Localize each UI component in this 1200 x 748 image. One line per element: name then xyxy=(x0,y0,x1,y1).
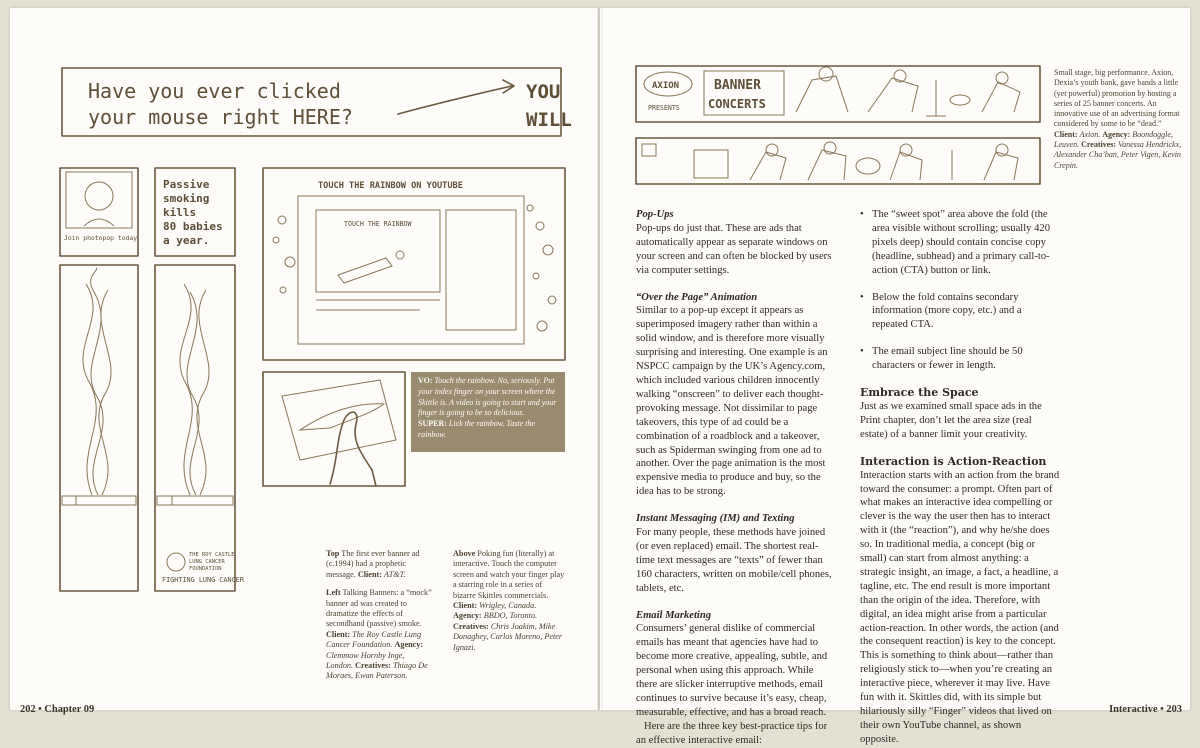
axion-logo-text: AXION xyxy=(652,81,680,91)
caption-left-label: Left xyxy=(326,588,341,598)
folio-left: 202 • Chapter 09 xyxy=(20,704,95,715)
caption-above-text: Poking fun (literally) at interactive. Touch the computer screen and watch your finger play a starring role in a series of bizarre Skittles commercials. xyxy=(453,549,565,600)
banner-concerts-sketches xyxy=(600,0,1060,210)
heading-email-marketing: Email Marketing xyxy=(636,609,712,621)
caption-right-client: Axion. xyxy=(1079,129,1101,139)
email-tip-item: • The email subject line should be 50 characters or fewer in length. xyxy=(860,345,1060,373)
join-photopop-label: Join photopop today xyxy=(64,234,138,242)
smoking-line-2: smoking xyxy=(163,192,210,205)
roy-castle-line-2: LUNG CANCER xyxy=(189,559,225,565)
email-tip-item: • The “sweet spot” area above the fold (the area visible without scrolling; usually 420 pixels deep) should contain concise copy (headline, subhead) and a primary call-to-action (CTA) button or link. xyxy=(860,208,1060,278)
band-figure-2 xyxy=(868,78,918,112)
banner-line-1: Have you ever clicked xyxy=(88,79,341,103)
folio-right: Interactive • 203 xyxy=(1109,704,1182,715)
roy-castle-line-1: THE ROY CASTLE xyxy=(189,552,235,558)
caption-right-text: Small stage, big performance. Axion, Dexia’s youth bank, gave bands a little (yet powerful) promotion by hosting a series of 25 banner concerts. An innovative use of an advertising format considered by some to be “dead.” xyxy=(1054,68,1180,129)
skyscraper-left-frame xyxy=(60,265,138,591)
banner-concerts-bottom-frame xyxy=(636,138,1040,184)
caption-right-agency-label: Agency: xyxy=(1102,129,1131,139)
email-tip-item: • Below the fold contains secondary information (more copy, etc.) and a repeated CTA. xyxy=(860,291,1060,333)
concerts-word: CONCERTS xyxy=(708,97,766,111)
youtube-header-label: TOUCH THE RAINBOW ON YOUTUBE xyxy=(318,181,463,191)
vo-script-box xyxy=(411,372,565,452)
caption-above-creatives: Chris Joakim, Mike Donaghey, Carlos Moreno, Peter Ignazi. xyxy=(453,621,563,652)
caption-above-label: Above xyxy=(453,549,476,558)
banner-line-2: your mouse right HERE? xyxy=(88,105,353,129)
caption-top-left xyxy=(326,549,432,682)
banner-concerts-top-frame xyxy=(636,66,1040,122)
caption-top-label: Top xyxy=(326,549,340,558)
caption-above-creatives-label: Creatives: xyxy=(453,621,489,631)
text-instant-messaging: For many people, these methods have joined (or even replaced) email. The shortest real-time text messages are “texts” of fewer than 160 characters, written on mobile/cell phones, tablets, etc. xyxy=(636,527,832,594)
caption-banner-concerts xyxy=(1054,68,1182,171)
section-interaction xyxy=(860,455,1060,747)
section-popups xyxy=(636,208,836,278)
roy-castle-line-3: FOUNDATION xyxy=(189,566,222,572)
skyscraper-right-frame xyxy=(155,265,235,591)
text-embrace-space: Just as we examined small space ads in the Print chapter, don’t let the area size (real estate) of a banner limit your creativity. xyxy=(860,400,1042,440)
text-interaction: Interaction starts with an action from the brand toward the consumer: a prompt. Often part of what makes an interactive idea compelling or clever is the way the user then has to interact with it (the “reaction”), and why he/she does so. In traditional media, a concept (big or small) can start from almost anything: a strategic insight, an image, a fact, a headline, a tagline, etc. The end result is more important than the origin of the idea. Therefore, with digital, an idea might arise from a particular action-reaction. In other words, the action (and the consequent reaction) is key to the concept. This is something to think about—rather than religiously stick to—when you’re creating an interactive piece, wherever it may live. Have fun with it. Skittles did, with its simple but hilariously silly “Finger” videos that lived on their own YouTube channel, as shown opposite. xyxy=(860,469,1060,745)
text-over-the-page: Similar to a pop-up except it appears as superimposed imagery rather than within a solid window, and is therefore more visually surprising and interesting. One example is an NSPCC campaign by the UK’s Agency.com, which included various children innocently walking “onscreen” to deliver each thought-provoking message. Not dissimilar to page takeovers, this type of ad could be a combination of a roadblock and a takeover, such as Spiderman swinging from one ad to another. Over the page animation is the most expensive media to produce and buy, so the idea has to be strong. xyxy=(636,305,828,498)
smoking-line-4: 80 babies xyxy=(163,220,223,233)
band-figure-4 xyxy=(750,152,786,180)
caption-above xyxy=(453,549,565,653)
drum-sketch xyxy=(950,95,970,105)
heading-instant-messaging: Instant Messaging (IM) and Texting xyxy=(636,513,795,525)
caption-above-agency: BBDO, Toronto. xyxy=(483,611,538,621)
banner-cta-will: WILL xyxy=(526,109,572,131)
caption-top-client: AT&T. xyxy=(384,569,406,579)
band-figure-1 xyxy=(796,76,848,112)
vo-label: VO: xyxy=(418,376,433,385)
caption-right-creatives: Vanessa Hendrickx, Alexander Cha’ban, Peter Vigen, Kevin Crepin. xyxy=(1054,140,1182,170)
skittles-arrow-sketch xyxy=(338,258,392,283)
text-email-tips-intro: Here are the three key best-practice tips for an effective interactive email: xyxy=(636,720,828,746)
caption-right-creatives-label: Creatives: xyxy=(1081,140,1117,150)
presents-label: PRESENTS xyxy=(648,104,680,112)
banner-word: BANNER xyxy=(714,78,761,93)
caption-left-text: Talking Banners: a “mock” banner ad was created to dramatize the effects of secondhand (passive) smoke. xyxy=(326,588,432,629)
text-popups: Pop-ups do just that. These are ads that automatically appear as separate windows on your screen and can often be blocked by users via computer settings. xyxy=(636,222,832,276)
youtube-screen-frame xyxy=(263,168,565,360)
text-column-1 xyxy=(636,208,836,748)
caption-above-client-label: Client: xyxy=(453,601,478,611)
caption-right-agency: Boondoggle, Leuven. xyxy=(1054,129,1173,150)
caption-left-client: The Roy Castle Lung Cancer Foundation. xyxy=(326,629,422,650)
caption-left-agency-label: Agency: xyxy=(394,640,424,650)
super-text: Lick the rainbow. Taste the rainbow. xyxy=(418,419,535,439)
section-embrace-space xyxy=(860,386,1060,442)
caption-right-client-label: Client: xyxy=(1054,129,1078,139)
amp-sketch xyxy=(694,150,728,178)
caption-above-agency-label: Agency: xyxy=(453,611,482,621)
email-tips-list xyxy=(860,208,1060,373)
band-figure-3 xyxy=(982,82,1020,112)
smoking-line-1: Passive xyxy=(163,178,210,191)
baby-sketch xyxy=(85,182,113,210)
photopop-banner-frame xyxy=(60,168,138,256)
caption-left-agency: Clemmow Hornby Inge, London. xyxy=(326,650,405,671)
caption-above-client: Wrigley, Canada. xyxy=(479,601,537,611)
section-email-marketing xyxy=(636,609,836,748)
browser-window-sketch xyxy=(298,196,524,344)
heading-over-the-page: “Over the Page” Animation xyxy=(636,291,758,303)
section-over-the-page xyxy=(636,291,836,500)
heading-embrace-space: Embrace the Space xyxy=(860,386,979,400)
text-email-marketing: Consumers’ general dislike of commercial emails has meant that agencies have had to become more creative, appealing, subtle, and personal when using this approach. While there are slicker interruptive methods, email continues to survive because it’s easy, cheap, measurable, effective, and has a broad reach. xyxy=(636,623,828,718)
heading-popups: Pop-Ups xyxy=(636,209,674,220)
caption-left-client-label: Client: xyxy=(326,629,351,639)
roy-castle-logo xyxy=(167,553,185,571)
smoking-line-3: kills xyxy=(163,206,197,219)
caption-top-client-label: Client: xyxy=(357,569,382,579)
section-instant-messaging xyxy=(636,512,836,595)
band-figure-5 xyxy=(808,150,846,180)
heading-interaction: Interaction is Action-Reaction xyxy=(860,454,1047,468)
smoking-line-5: a year. xyxy=(163,234,210,247)
text-column-2 xyxy=(860,208,1060,747)
cigarette-right xyxy=(157,496,233,505)
touch-rainbow-label: TOUCH THE RAINBOW xyxy=(344,220,412,228)
caption-left-creatives-label: Creatives: xyxy=(355,661,391,671)
caption-left-creatives: Thiago De Moraes, Ewan Paterson. xyxy=(326,661,428,681)
super-label: SUPER: xyxy=(418,419,447,429)
caption-top-text: The first ever banner ad (c.1994) had a prophetic message. xyxy=(326,549,420,579)
fighting-lung-cancer-label: FIGHTING LUNG CANCER xyxy=(162,576,244,584)
banner-cta-you: YOU xyxy=(526,81,561,103)
vo-text: Touch the rainbow. No, seriously. Put your index finger on your screen where the Skittle is. A video is going to start and your finger is going to be so delicious. xyxy=(418,376,557,418)
cigarette-left xyxy=(62,496,136,505)
